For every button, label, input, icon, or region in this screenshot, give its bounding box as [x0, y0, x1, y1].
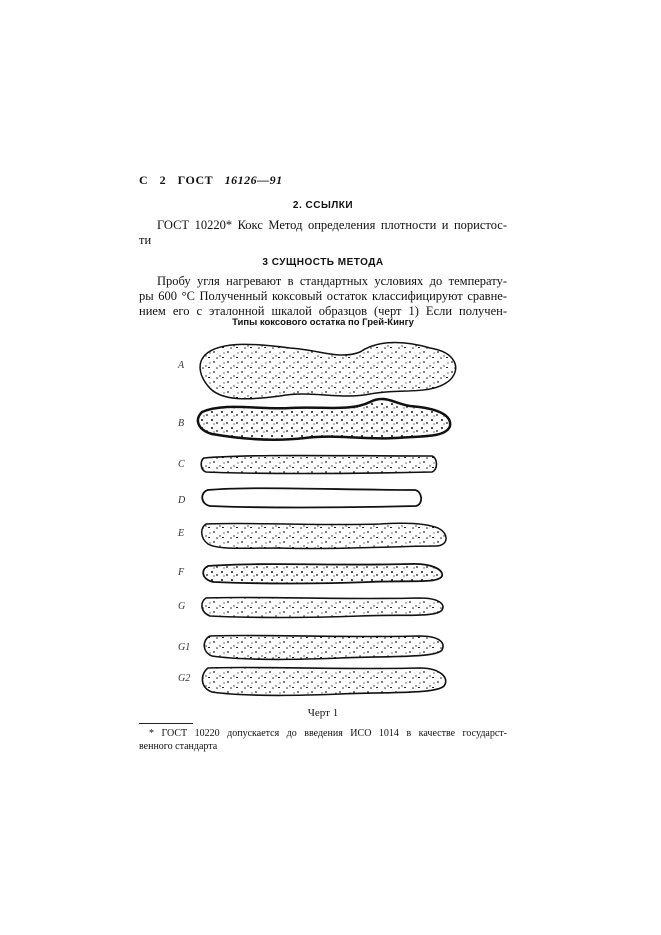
coke-specimens: [170, 330, 470, 700]
label-g: G: [178, 601, 186, 612]
label-b: B: [178, 418, 185, 429]
label-g1: G1: [178, 642, 191, 653]
text-line: Пробу угля нагревают в стандартных условиях до температу-: [157, 274, 507, 288]
label-d: D: [178, 495, 186, 506]
text-line: нием его с эталонной шкалой образцов (черт 1) Если получен-: [139, 304, 507, 318]
section-3-text: [139, 274, 507, 319]
standard-label: ГОСТ: [177, 173, 214, 187]
specimen-f: [203, 564, 442, 584]
standard-number: 16126—91: [224, 173, 283, 187]
section-2-title: 2. ССЫЛКИ: [292, 200, 354, 211]
footnote: [139, 727, 507, 753]
footnote-line: * ГОСТ 10220 допускается до введения ИСО 1014 в качестве государст-: [149, 728, 507, 739]
label-c: C: [178, 459, 185, 470]
label-g2: G2: [178, 673, 191, 684]
text-line: ры 600 °С Полученный коксовый остаток классифицируют сравне-: [139, 289, 507, 303]
page-header: [139, 173, 291, 188]
text-line: ти: [139, 233, 152, 247]
specimen-g: [202, 597, 443, 617]
footnote-line: венного стандарта: [139, 741, 218, 752]
figure-caption: Типы коксового остатка по Грей-Кингу: [232, 317, 414, 328]
specimen-g1: [204, 635, 443, 659]
coke-types-figure: [170, 330, 470, 700]
specimen-d: [202, 488, 421, 507]
specimen-e: [202, 523, 446, 548]
specimen-b: [198, 399, 450, 440]
section-3-title: 3 СУЩНОСТЬ МЕТОДА: [262, 257, 384, 268]
text-line: ГОСТ 10220* Кокс Метод определения плотности и пористос-: [157, 218, 507, 232]
page-label: С: [139, 173, 149, 187]
specimen-g2: [202, 667, 445, 695]
figure-number: Черт 1: [307, 707, 339, 719]
section-2-text: [139, 218, 507, 248]
footnote-divider: [139, 723, 193, 724]
label-e: E: [178, 528, 185, 539]
specimen-a: [200, 343, 456, 399]
specimen-c: [201, 456, 436, 474]
label-f: F: [178, 567, 185, 578]
label-a: A: [178, 360, 185, 371]
page-number: 2: [159, 173, 167, 187]
